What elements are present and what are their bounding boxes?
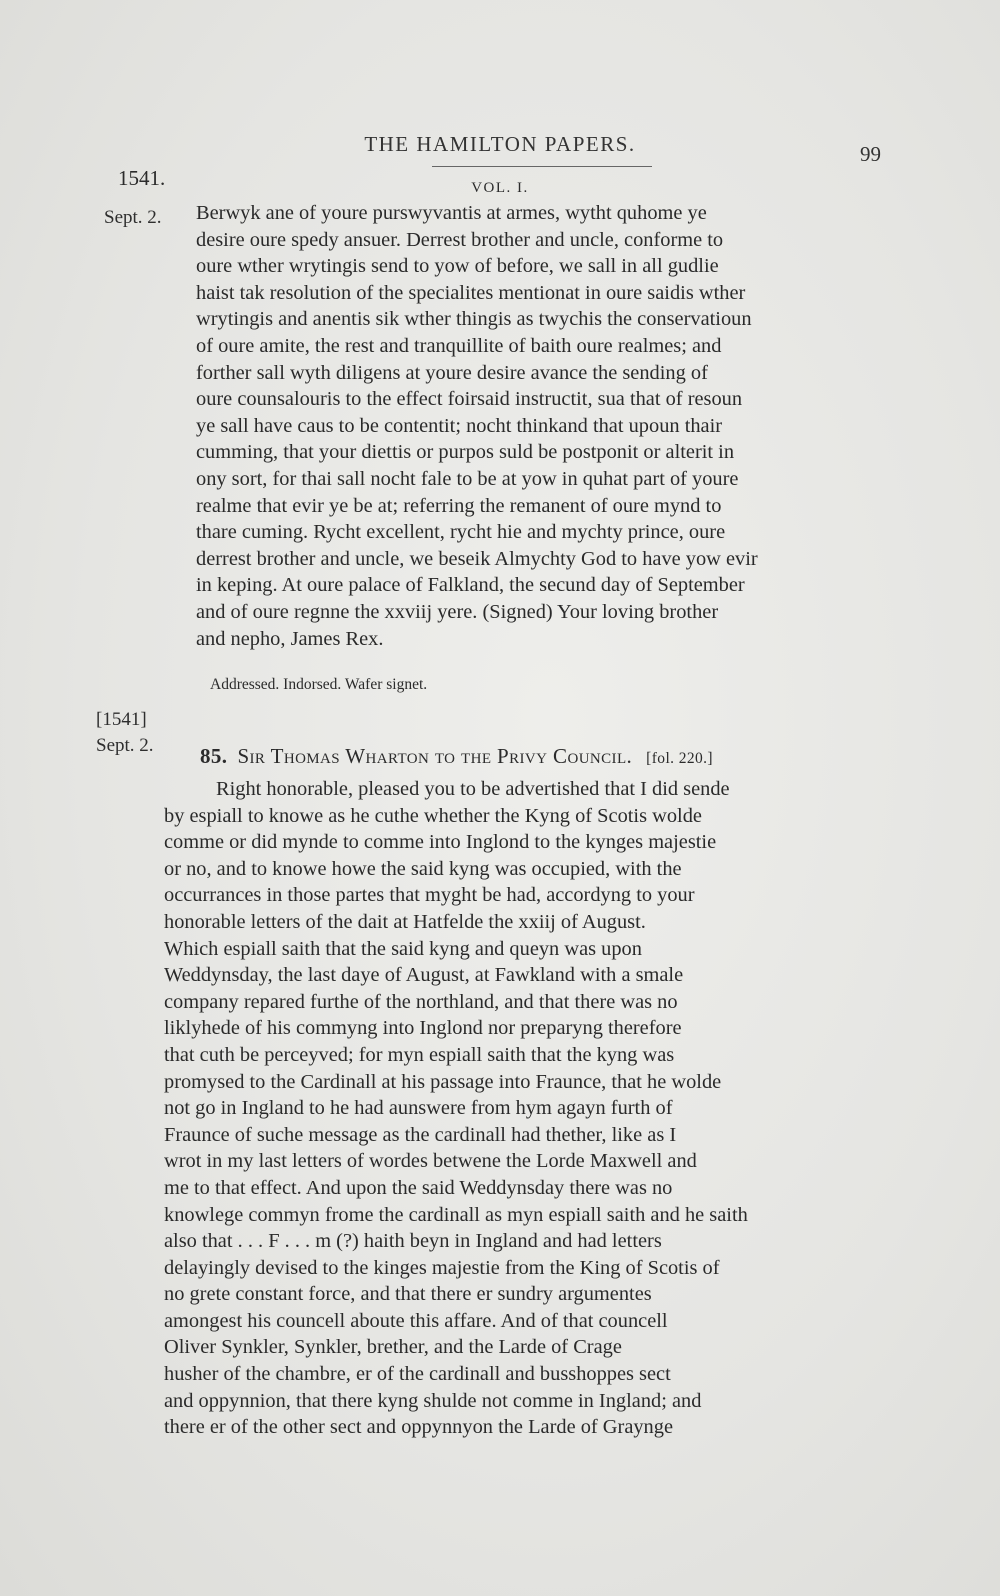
text-line: ye sall have caus to be contentit; nocht thinkand that upoun thair	[196, 414, 723, 437]
text-line: Weddynsday, the last daye of August, at Fawkland with a smale	[164, 964, 684, 987]
text-line: liklyhede of his commyng into Inglond nor preparyng therefore	[164, 1017, 682, 1040]
page-number: 99	[860, 142, 881, 166]
text-line: in keping. At oure palace of Falkland, the secund day of September	[196, 574, 745, 597]
text-line: and of oure regnne the xxviij yere. (Signed) Your loving brother	[196, 600, 719, 623]
letter-body	[196, 200, 860, 652]
document-year-note: [1541]	[96, 709, 147, 730]
document-number: 85.	[200, 744, 228, 768]
text-line: of oure amite, the rest and tranquillite of baith oure realmes; and	[196, 334, 722, 357]
text-line: promysed to the Cardinall at his passage into Fraunce, that he wolde	[164, 1070, 722, 1093]
text-line: realme that evir ye be at; referring the remanent of oure mynd to	[196, 494, 722, 517]
folio-reference: [fol. 220.]	[646, 750, 713, 767]
text-line: Which espiall saith that the said kyng and queyn was upon	[164, 937, 642, 960]
text-line: haist tak resolution of the specialites mentionat in oure saidis wther	[196, 281, 746, 304]
running-head-title: THE HAMILTON PAPERS.	[364, 132, 636, 156]
text-line: oure wther wrytingis send to yow of before, we sall in all gudlie	[196, 255, 719, 278]
text-line: there er of the other sect and oppynnyon the Larde of Graynge	[164, 1416, 673, 1439]
text-line: or no, and to knowe howe the said kyng was occupied, with the	[164, 857, 682, 880]
text-line: Fraunce of suche message as the cardinall had thether, like as I	[164, 1123, 677, 1146]
text-line: occurrances in those partes that myght be had, accordyng to your	[164, 884, 695, 907]
text-line: not go in Ingland to he had aunswere from hym agayn furth of	[164, 1097, 673, 1120]
text-line: amongest his councell aboute this affare. And of that councell	[164, 1309, 668, 1332]
text-line: wrytingis and anentis sik wther thingis as twychis the conservatioun	[196, 308, 752, 331]
document-title: Sir Thomas Wharton to the Privy Council.	[237, 744, 633, 768]
text-line: forther sall wyth diligens at youre desire avance the sending of	[196, 361, 708, 384]
text-line: wrot in my last letters of wordes betwene the Lorde Maxwell and	[164, 1150, 697, 1173]
text-line: thare cuming. Rycht excellent, rycht hie and mychty prince, oure	[196, 521, 726, 544]
text-line: cumming, that your diettis or purpos suld be postponit or alterit in	[196, 441, 735, 464]
text-line: knowlege commyn frome the cardinall as myn espiall saith and he saith	[164, 1203, 748, 1226]
document-heading	[200, 744, 900, 769]
volume-label: VOL. I.	[471, 180, 529, 196]
text-line: oure counsalouris to the effect foirsaid instructit, sua that of resoun	[196, 388, 743, 411]
endorsement-note: Addressed. Indorsed. Wafer signet.	[210, 676, 428, 693]
text-line: ony sort, for thai sall nocht fale to be at yow in quhat part of youre	[196, 467, 739, 490]
text-line: honorable letters of the dait at Hatfelde the xxiij of August.	[164, 910, 646, 933]
text-line: delayingly devised to the kinges majestie from the King of Scotis of	[164, 1256, 720, 1279]
text-line: derrest brother and uncle, we beseik Almychty God to have yow evir	[196, 547, 758, 570]
text-line: desire oure spedy ansuer. Derrest brother and uncle, conforme to	[196, 228, 724, 251]
document-date-note: Sept. 2.	[96, 735, 154, 756]
text-line: husher of the chambre, er of the cardinall and busshoppes sect	[164, 1363, 671, 1386]
text-line: company repared furthe of the northland, and that there was no	[164, 990, 678, 1013]
text-line: comme or did mynde to comme into Inglond to the kynges majestie	[164, 831, 717, 854]
letter-date-note: Sept. 2.	[104, 207, 162, 228]
text-line: Oliver Synkler, Synkler, brether, and the Larde of Crage	[164, 1336, 622, 1359]
text-line: also that . . . F . . . m (?) haith beyn in Ingland and had letters	[164, 1230, 662, 1253]
text-line: no grete constant force, and that there er sundry argumentes	[164, 1283, 652, 1306]
text-line: that cuth be perceyved; for myn espiall saith that the kyng was	[164, 1043, 675, 1066]
text-line: by espiall to knowe as he cuthe whether the Kyng of Scotis wolde	[164, 804, 702, 827]
text-line: Berwyk ane of youre purswyvantis at armes, wytht quhome ye	[196, 202, 707, 224]
running-date: 1541.	[118, 166, 166, 190]
text-line: and nepho, James Rex.	[196, 627, 384, 650]
text-line: and oppynnion, that there kyng shulde not comme in Ingland; and	[164, 1389, 702, 1412]
text-line: me to that effect. And upon the said Weddynsday there was no	[164, 1176, 673, 1199]
text-line: Right honorable, pleased you to be advertished that I did sende	[216, 778, 730, 800]
header-rule	[432, 166, 652, 167]
document-body	[164, 776, 854, 1441]
